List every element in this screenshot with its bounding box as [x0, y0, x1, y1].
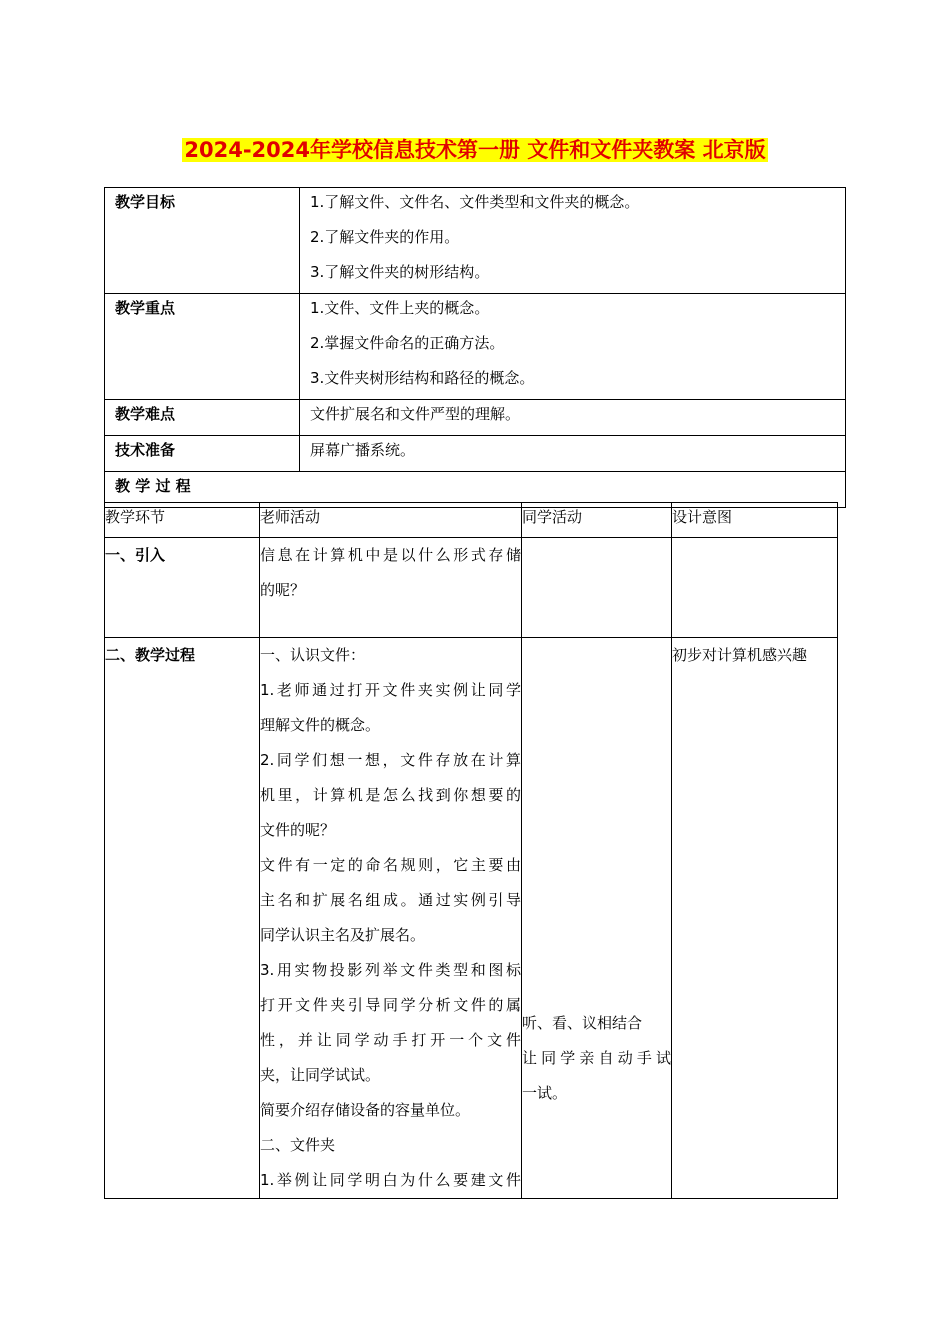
teacher-line: 打开文件夹引导同学分析文件的属	[260, 996, 521, 1014]
teaching-stage-cell	[105, 638, 260, 1199]
teaching-stage: 二、教学过程	[105, 646, 196, 664]
key-item: 3.文件夹树形结构和路径的概念。	[310, 369, 535, 387]
teacher-line: 简要介绍存储设备的容量单位。	[260, 1101, 471, 1119]
teacher-line: 性，并让同学动手打开一个文件	[260, 1031, 521, 1049]
tech-row	[105, 436, 846, 472]
key-cell	[300, 294, 846, 400]
process-header-row	[105, 503, 838, 538]
goals-label-cell	[105, 188, 300, 294]
student-line: 让同学亲自动手试	[522, 1049, 671, 1067]
key-row	[105, 294, 846, 400]
teaching-row	[105, 638, 838, 1199]
goal-item: 2.了解文件夹的作用。	[310, 228, 460, 246]
key-label-cell	[105, 294, 300, 400]
intro-intent-cell	[672, 538, 838, 638]
intro-teacher-cell	[260, 538, 522, 638]
tech-label-cell	[105, 436, 300, 472]
teacher-line: 1.举例让同学明白为什么要建文件	[260, 1171, 521, 1189]
document-title-wrap	[0, 136, 950, 164]
teacher-line: 文件的呢？	[260, 821, 336, 839]
intro-row	[105, 538, 838, 638]
teacher-line: 机里，计算机是怎么找到你想要的	[260, 786, 521, 804]
teacher-line: 理解文件的概念。	[260, 716, 381, 734]
document-title: 2024-2024年学校信息技术第一册 文件和文件夹教案 北京版	[184, 138, 766, 162]
difficulty-label: 教学难点	[115, 405, 176, 423]
intro-student-cell	[522, 538, 672, 638]
header-student: 同学活动	[522, 503, 672, 538]
header-intent: 设计意图	[672, 503, 838, 538]
intro-teacher-line: 信息在计算机中是以什么形式存储	[260, 546, 521, 564]
teaching-intent-cell	[672, 638, 838, 1199]
goals-label: 教学目标	[115, 193, 176, 211]
tech-label: 技术准备	[115, 441, 176, 459]
intro-stage: 一、引入	[105, 546, 166, 564]
intent-text: 初步对计算机感兴趣	[672, 646, 808, 664]
goals-cell	[300, 188, 846, 294]
lesson-info-table	[104, 187, 846, 508]
goal-item: 1.了解文件、文件名、文件类型和文件夹的概念。	[310, 193, 640, 211]
tech-text: 屏幕广播系统。	[310, 441, 416, 459]
teacher-line: 同学认识主名及扩展名。	[260, 926, 426, 944]
difficulty-label-cell	[105, 400, 300, 436]
key-label: 教学重点	[115, 299, 176, 317]
tech-cell	[300, 436, 846, 472]
student-line: 听、看、议相结合	[522, 1014, 643, 1032]
teacher-line: 2.同学们想一想，文件存放在计算	[260, 751, 521, 769]
key-item: 2.掌握文件命名的正确方法。	[310, 334, 505, 352]
teacher-line: 3.用实物投影列举文件类型和图标	[260, 961, 521, 979]
goal-item: 3.了解文件夹的树形结构。	[310, 263, 490, 281]
process-table	[104, 502, 838, 1199]
teaching-student-cell	[522, 638, 672, 1199]
difficulty-row	[105, 400, 846, 436]
goals-row	[105, 188, 846, 294]
teacher-line: 主名和扩展名组成。通过实例引导	[260, 891, 521, 909]
difficulty-text: 文件扩展名和文件严型的理解。	[310, 405, 521, 423]
teacher-line: 二、文件夹	[260, 1136, 336, 1154]
teaching-teacher-cell	[260, 638, 522, 1199]
header-teacher: 老师活动	[260, 503, 522, 538]
key-item: 1.文件、文件上夹的概念。	[310, 299, 490, 317]
header-stage: 教学环节	[105, 503, 260, 538]
teacher-line: 一、认识文件：	[260, 646, 366, 664]
difficulty-cell	[300, 400, 846, 436]
teacher-line: 夹，让同学试试。	[260, 1066, 381, 1084]
teacher-line: 文件有一定的命名规则，它主要由	[260, 856, 521, 874]
intro-teacher-line: 的呢？	[260, 581, 306, 599]
intro-stage-cell	[105, 538, 260, 638]
student-line: 一试。	[522, 1084, 568, 1102]
process-label: 教 学 过 程	[115, 477, 191, 495]
teacher-line: 1.老师通过打开文件夹实例让同学	[260, 681, 521, 699]
